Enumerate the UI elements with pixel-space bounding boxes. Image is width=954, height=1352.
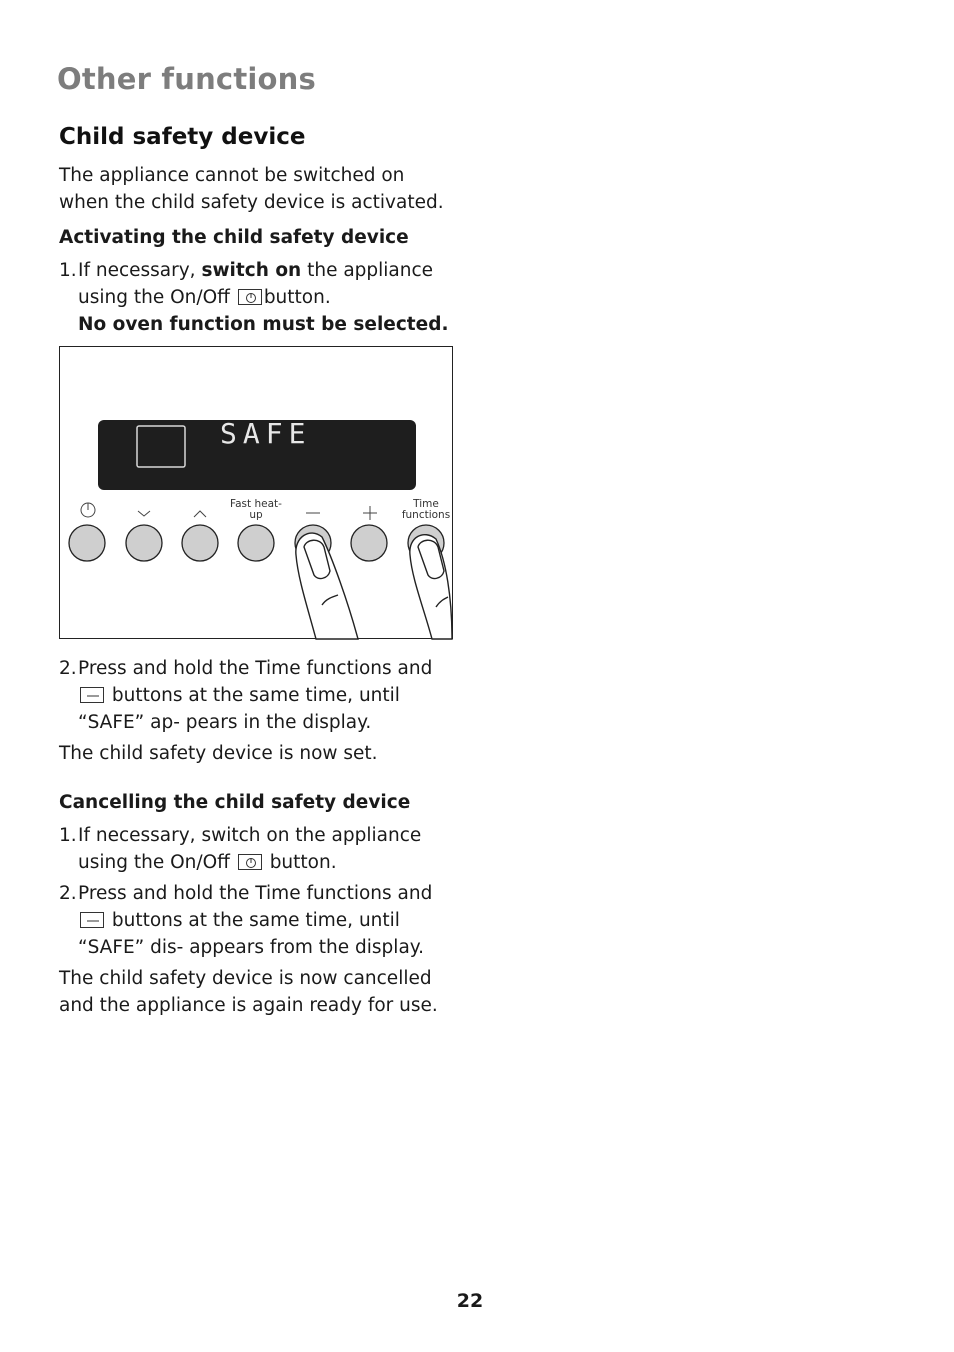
step-text: Press and hold the Time functions and: [78, 658, 433, 679]
step-text: buttons at the same time, until “SAFE” ap- pears in the display.: [78, 685, 400, 733]
cancelling-heading: Cancelling the child safety device: [59, 792, 411, 813]
plus-button: [351, 525, 387, 561]
minus-icon: [80, 687, 104, 703]
step-number: 2.: [59, 883, 77, 904]
down-button: [126, 525, 162, 561]
chevron-up-icon: [194, 511, 206, 517]
up-button: [182, 525, 218, 561]
display-text: SAFE: [220, 417, 312, 450]
page-number: 22: [456, 1290, 484, 1312]
section-title: Child safety device: [59, 124, 306, 150]
activating-result: The child safety device is now set.: [59, 743, 378, 764]
step-number: 1.: [59, 260, 77, 281]
step-text-bold: switch on: [201, 260, 302, 281]
step-text: button.: [263, 852, 337, 873]
fast-heat-up-button: [238, 525, 274, 561]
step-text: Press and hold the Time functions and: [78, 883, 433, 904]
step-text: button.: [263, 287, 331, 308]
step-text: buttons at the same time, until “SAFE” dis- appears from the display.: [78, 910, 424, 958]
minus-icon: [80, 912, 104, 928]
step-note: No oven function must be selected.: [78, 314, 449, 335]
step-text: the appliance using the On/Off: [78, 260, 434, 308]
page-title: Other functions: [57, 62, 316, 96]
section-intro: The appliance cannot be switched on when the child safety device is activated.: [59, 165, 444, 213]
step-text: If necessary, switch on the appliance using the On/Off: [78, 825, 422, 873]
step-number: 2.: [59, 658, 77, 679]
control-panel-illustration: [59, 346, 453, 639]
fast-heat-up-label: Fast heat-up: [230, 498, 282, 521]
step-text: If necessary,: [78, 260, 202, 281]
time-functions-label: Time functions: [401, 498, 451, 521]
finger-left: [296, 533, 358, 639]
activating-step-2: [59, 655, 459, 736]
cancelling-result: The child safety device is now cancelled and the appliance is again ready for use.: [59, 968, 438, 1016]
power-icon: [238, 289, 262, 305]
finger-right: [410, 535, 452, 639]
step-number: 1.: [59, 825, 77, 846]
power-icon: [238, 854, 262, 870]
chevron-down-icon: [138, 511, 150, 516]
cancelling-step-2: [59, 880, 459, 961]
content-column: [59, 124, 459, 1019]
cancelling-step-1: [59, 822, 459, 876]
activating-heading: Activating the child safety device: [59, 227, 409, 248]
activating-step-1: [59, 257, 459, 338]
power-button: [69, 525, 105, 561]
